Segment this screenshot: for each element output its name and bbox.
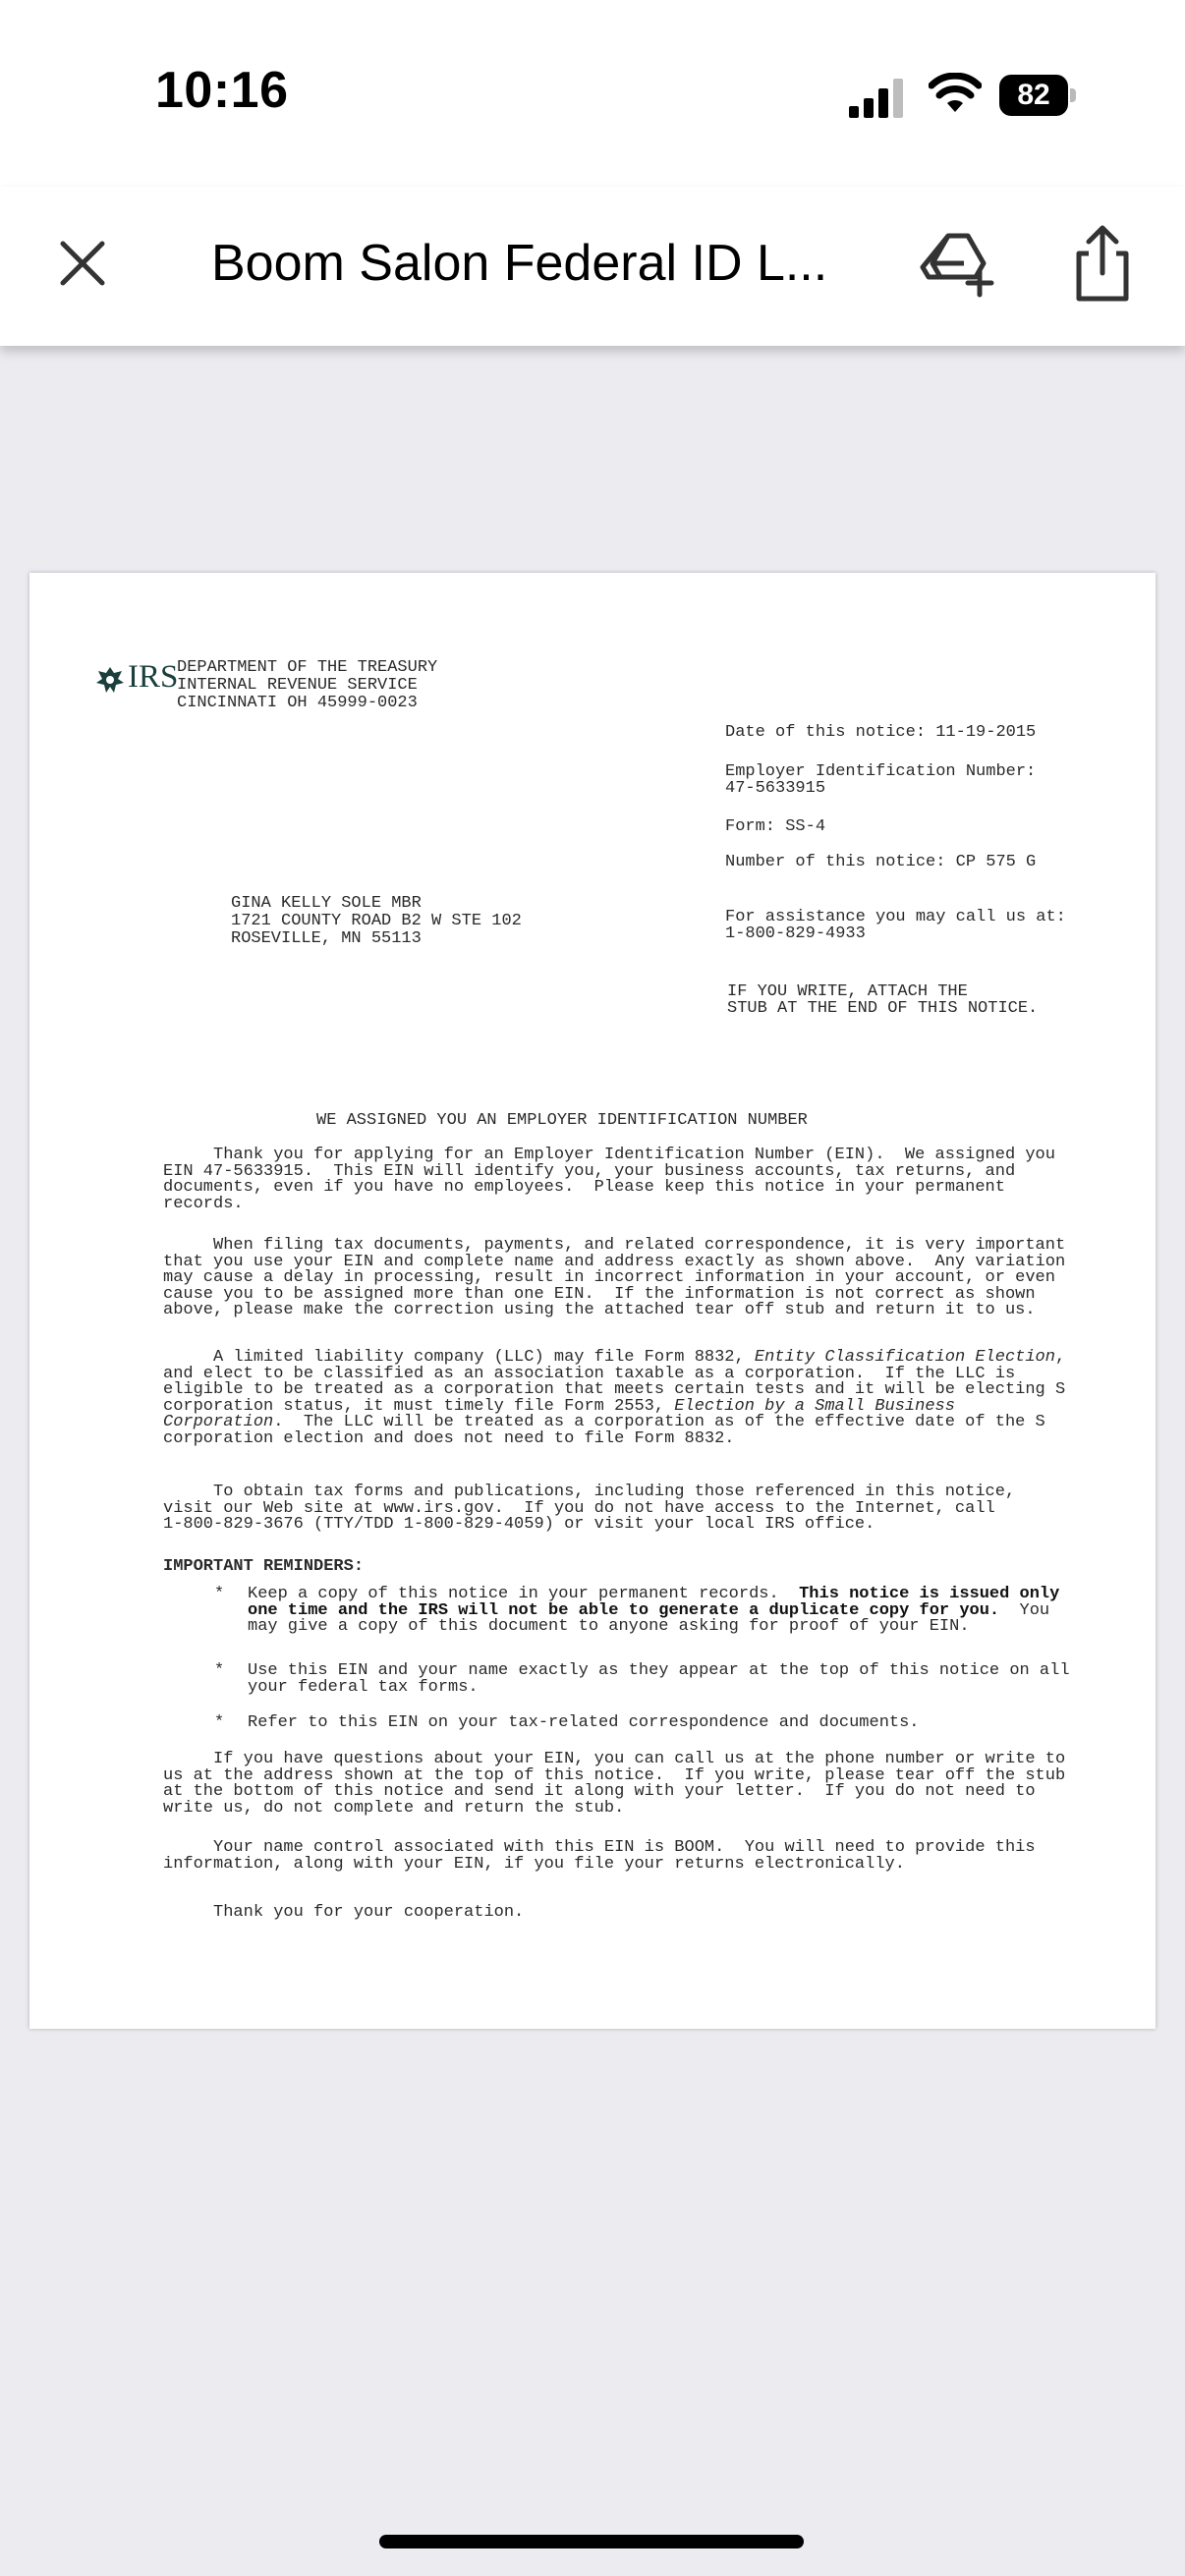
battery-icon (999, 75, 1078, 116)
notice-date: Date of this notice: 11-19-2015 (725, 723, 1037, 742)
reminder-use-ein: Use this EIN and your name exactly as they appear at the top of this notice on all your federal tax forms. (248, 1661, 1070, 1697)
close-button[interactable] (45, 226, 120, 301)
wifi-icon (929, 73, 982, 116)
notice-number: Number of this notice: CP 575 G (725, 853, 1037, 871)
battery-level: 82 (999, 75, 1068, 116)
viewer-toolbar (0, 187, 1185, 346)
paragraph-closing: Thank you for your cooperation. (163, 1903, 525, 1922)
assistance-phone: 1-800-829-4933 (725, 924, 866, 943)
write-instructions (727, 983, 1038, 1017)
reminders-heading: IMPORTANT REMINDERS: (163, 1557, 365, 1576)
status-bar (0, 0, 1185, 187)
assistance-label: For assistance you may call us at: (725, 908, 1066, 926)
ein-block (725, 763, 1036, 797)
reminder-keep-copy: Keep a copy of this notice in your permanent records. This notice is issued only one time and the IRS will not be able to generate a duplicate copy for you. You may give a copy of this document to anyone asking for proof of your EIN. (248, 1585, 1060, 1636)
reminder-refer-ein: Refer to this EIN on your tax-related correspondence and documents. (248, 1713, 920, 1732)
agency-line: CINCINNATI OH 45999-0023 (177, 694, 418, 712)
bullet-mark: * (214, 1713, 225, 1732)
form-line: Form: SS-4 (725, 817, 826, 836)
write-line: STUB AT THE END OF THIS NOTICE. (727, 999, 1039, 1018)
recipient-address (231, 895, 522, 948)
paragraph-name-control: Your name control associated with this EIN is BOOM. You will need to provide this information, along with your EIN, if you file your returns electronically. (163, 1838, 1036, 1874)
recipient-line: 1721 COUNTY ROAD B2 W STE 102 (231, 912, 522, 930)
recipient-line: GINA KELLY SOLE MBR (231, 894, 422, 913)
paragraph-llc: A limited liability company (LLC) may file Form 8832, Entity Classification Election, and elect to be classified as an association taxable as a corporation. If the LLC is eligible to be treated as a corporation that meets certain tests and it will be electing S corporation status, it must timely file Form 2553, Election by a Small Business Corporation. The LLC will be treated as a corporation as of the effective date of the S corporation election and does not need to file Form 8832. (163, 1348, 1066, 1448)
document-page (29, 573, 1156, 2029)
agency-line: INTERNAL REVENUE SERVICE (177, 676, 418, 695)
irs-logo (94, 661, 181, 697)
agency-address (177, 659, 437, 712)
bullet-mark: * (214, 1661, 225, 1680)
assistance-block (725, 909, 1066, 942)
share-icon (1063, 222, 1142, 305)
add-to-drive-icon (919, 224, 997, 303)
irs-logo-text: IRS (128, 659, 179, 695)
share-button[interactable] (1063, 222, 1142, 305)
paragraph-filing: When filing tax documents, payments, and related correspondence, it is very important that you use your EIN and complete name and address exactly as shown above. Any variation may cause a delay in processing, result in incorrect information in your account, or even cause you to be assigned more than one EIN. If the information is not correct as shown above, please make the correction using the attached tear off stub and return it to us. (163, 1236, 1066, 1319)
bullet-mark: * (214, 1585, 225, 1603)
write-line: IF YOU WRITE, ATTACH THE (727, 982, 968, 1001)
paragraph-thanks: Thank you for applying for an Employer Identification Number (EIN). We assigned you EIN 47-5633915. This EIN will identify you, your business accounts, tax returns, and documents, even if you have no employees. Please keep this notice in your permanent records. (163, 1146, 1055, 1213)
paragraph-questions: If you have questions about your EIN, you can call us at the phone number or write to us at the address shown at the top of this notice. If you write, please tear off the stub at the bottom of this notice and send it along with your letter. If you do not need to write us, do not complete and return the stub. (163, 1750, 1066, 1818)
ein-label: Employer Identification Number: (725, 762, 1037, 781)
recipient-line: ROSEVILLE, MN 55113 (231, 929, 422, 948)
status-time: 10:16 (155, 62, 289, 119)
notice-heading: WE ASSIGNED YOU AN EMPLOYER IDENTIFICATION NUMBER (316, 1111, 808, 1130)
document-title: Boom Salon Federal ID L... (211, 235, 828, 292)
irs-eagle-icon (94, 665, 126, 695)
cellular-signal-icon (849, 79, 904, 118)
ein-value: 47-5633915 (725, 779, 826, 798)
agency-line: DEPARTMENT OF THE TREASURY (177, 658, 438, 677)
home-indicator[interactable] (379, 2535, 804, 2548)
add-to-drive-button[interactable] (919, 224, 997, 303)
close-icon (59, 240, 106, 287)
paragraph-forms: To obtain tax forms and publications, including those referenced in this notice, visit our Web site at www.irs.gov. If you do not have access to the Internet, call 1-800-829-3676 (TTY/TDD 1-800-829-4059) or visit your local IRS office. (163, 1483, 1016, 1534)
